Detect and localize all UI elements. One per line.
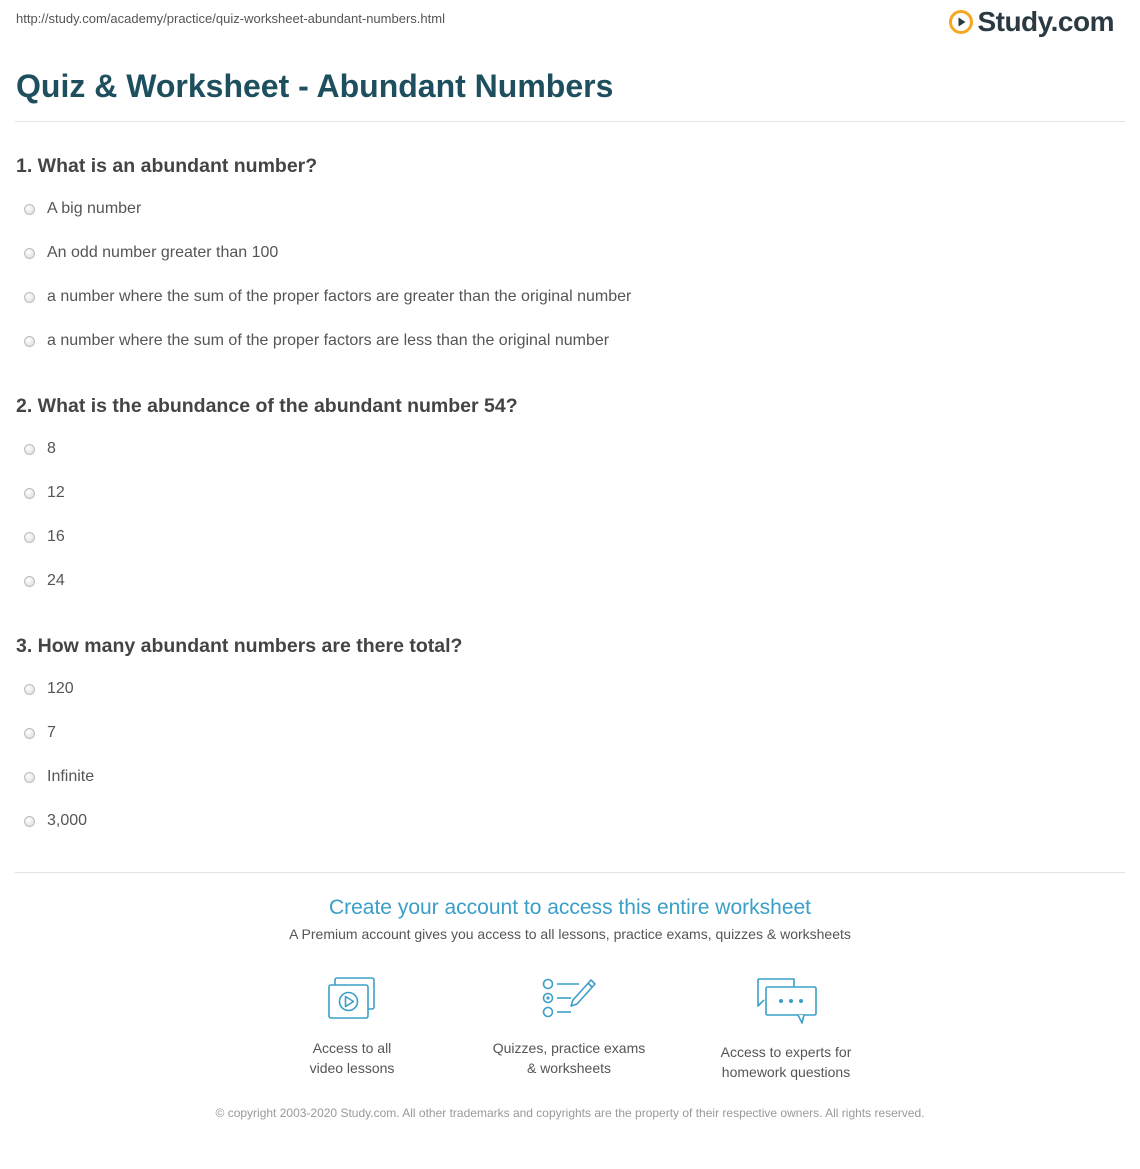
create-account-link[interactable]: Create your account to access this entire worksheet — [328, 896, 812, 919]
answer-option[interactable]: 16 — [24, 528, 65, 546]
radio-button[interactable] — [24, 728, 35, 739]
logo-text: Study.com — [977, 6, 1114, 37]
answer-option[interactable]: 8 — [24, 440, 56, 458]
cta-divider — [15, 872, 1125, 873]
answer-option[interactable]: An odd number greater than 100 — [24, 244, 278, 262]
feature-quizzes — [469, 976, 669, 1078]
page-title: Quiz & Worksheet - Abundant Numbers — [16, 68, 614, 104]
radio-button[interactable] — [24, 444, 35, 455]
feature-label: Access to all video lessons — [309, 1040, 395, 1076]
play-circle-icon — [949, 10, 973, 34]
cta-subtitle: A Premium account gives you access to all lessons, practice exams, quizzes & worksheets — [289, 926, 851, 942]
question-2: 2. What is the abundance of the abundant number 54? — [16, 395, 518, 417]
question-3: 3. How many abundant numbers are there total? — [16, 635, 463, 657]
feature-label: Access to experts for homework questions — [720, 1044, 852, 1080]
copyright-notice: © copyright 2003-2020 Study.com. All other trademarks and copyrights are the property of their respective owners. All rights reserved. — [215, 1106, 925, 1120]
radio-button[interactable] — [24, 576, 35, 587]
study-logo[interactable] — [949, 6, 1114, 38]
answer-option[interactable]: Infinite — [24, 768, 94, 786]
answer-option[interactable]: a number where the sum of the proper factors are greater than the original number — [24, 288, 631, 306]
radio-button[interactable] — [24, 488, 35, 499]
radio-button[interactable] — [24, 532, 35, 543]
feature-video-lessons — [252, 976, 452, 1078]
answer-option[interactable]: 3,000 — [24, 812, 87, 830]
radio-button[interactable] — [24, 336, 35, 347]
feature-experts — [686, 976, 886, 1082]
answer-option[interactable]: 24 — [24, 572, 65, 590]
answer-option[interactable]: A big number — [24, 200, 141, 218]
chat-bubble-icon — [754, 976, 818, 1026]
feature-label: Quizzes, practice exams & worksheets — [492, 1040, 646, 1076]
answer-option[interactable]: a number where the sum of the proper factors are less than the original number — [24, 332, 609, 350]
radio-button[interactable] — [24, 816, 35, 827]
answer-option[interactable]: 120 — [24, 680, 74, 698]
answer-option[interactable]: 12 — [24, 484, 65, 502]
title-divider — [15, 121, 1125, 122]
quiz-checklist-icon — [541, 976, 597, 1022]
answer-option[interactable]: 7 — [24, 724, 56, 742]
radio-button[interactable] — [24, 684, 35, 695]
video-lessons-icon — [326, 976, 378, 1022]
radio-button[interactable] — [24, 204, 35, 215]
page-url: http://study.com/academy/practice/quiz-worksheet-abundant-numbers.html — [16, 11, 445, 26]
radio-button[interactable] — [24, 292, 35, 303]
radio-button[interactable] — [24, 248, 35, 259]
question-1: 1. What is an abundant number? — [16, 155, 318, 177]
radio-button[interactable] — [24, 772, 35, 783]
